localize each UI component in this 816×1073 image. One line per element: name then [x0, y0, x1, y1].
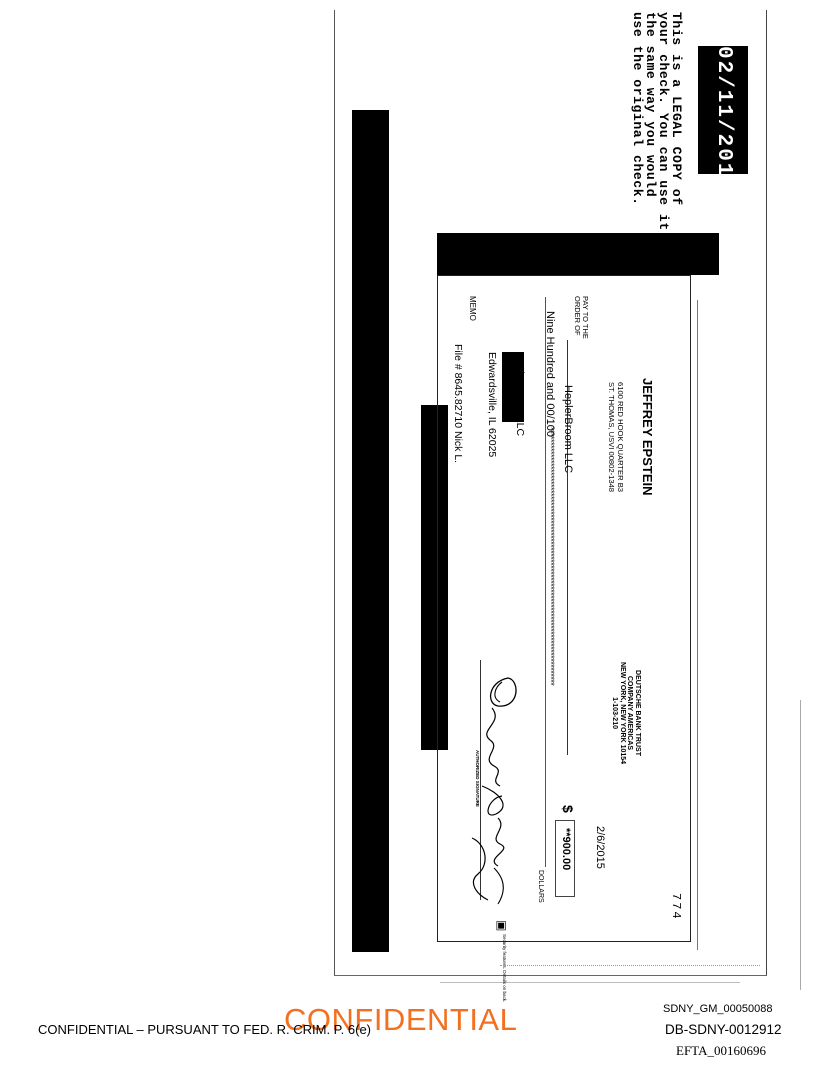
drawer-address [607, 382, 624, 492]
scan-border-right-faint [800, 700, 801, 990]
bank-info [611, 662, 641, 764]
scan-border-right [766, 10, 767, 975]
bates-number-sdny-gm: SDNY_GM_00050088 [663, 1003, 773, 1015]
bank-line: DEUTSCHE BANK TRUST [634, 670, 641, 756]
dollar-sign: $ [560, 805, 576, 813]
security-features-note: Security features. Details on back. [502, 934, 507, 1003]
pay-to-label-line: PAY TO THE [581, 296, 590, 339]
grand-jury-notice: CONFIDENTIAL – PURSUANT TO FED. R. CRIM. P. 6(e) [38, 1022, 372, 1037]
notice-line: This is a LEGAL COPY of [669, 12, 684, 206]
bates-number-db-sdny: DB-SDNY-0012912 [665, 1022, 782, 1037]
drawer-address-line: ST. THOMAS, USVI 00802-1348 [607, 382, 617, 493]
notice-line: the same way you would [643, 12, 658, 198]
scan-border-bottom-faint [440, 982, 740, 983]
memo-text: File # 8645.82710 Nick L. [452, 344, 464, 464]
pay-to-label-line: ORDER OF [573, 296, 582, 336]
check-number: 774 [669, 893, 683, 921]
redaction-bar [437, 233, 719, 275]
amount-words: Nine Hundred and 00/100 [544, 311, 556, 437]
bank-line: NEW YORK, NEW YORK 10154 [619, 662, 626, 765]
signature-label: AUTHORIZED SIGNATURE [475, 750, 480, 807]
redaction-bar [352, 110, 389, 952]
payee-address-line: HeplerBroom LLC [514, 352, 526, 437]
confidential-stamp: CONFIDENTIAL [284, 1002, 518, 1037]
check-edge-line [697, 300, 698, 950]
dollars-label: DOLLARS [537, 870, 544, 903]
drawer-address-line: 6100 RED HOOK QUARTER B3 [616, 382, 625, 493]
security-lock-icon: ▣ [495, 920, 509, 932]
payee-address-line: Edwardsville, IL 62025 [486, 352, 498, 458]
payee-name: HeplerBroom LLC [562, 385, 574, 474]
notice-line: your check. You can use it [656, 12, 671, 231]
bank-line: COMPANY AMERICAS [626, 675, 634, 751]
notice-line: use the original check. [630, 12, 645, 206]
drawer-name: JEFFREY EPSTEIN [640, 378, 655, 496]
print-date: 02/11/2015 [712, 46, 735, 193]
bank-line: 1-103-210 [611, 697, 619, 729]
signature-image [458, 668, 524, 908]
bates-number-efta: EFTA_00160696 [676, 1043, 766, 1058]
check-date: 2/6/2015 [594, 826, 606, 869]
scan-speckle-line [500, 965, 760, 967]
scan-border-left [334, 10, 335, 975]
legal-copy-notice [631, 12, 683, 231]
amount-numeric: **900.00 [560, 828, 572, 871]
memo-label: MEMO [468, 296, 477, 321]
amount-words-fill: ************************************************************************************** [546, 427, 556, 686]
pay-to-label [573, 296, 589, 339]
scan-border-bottom [334, 975, 767, 976]
